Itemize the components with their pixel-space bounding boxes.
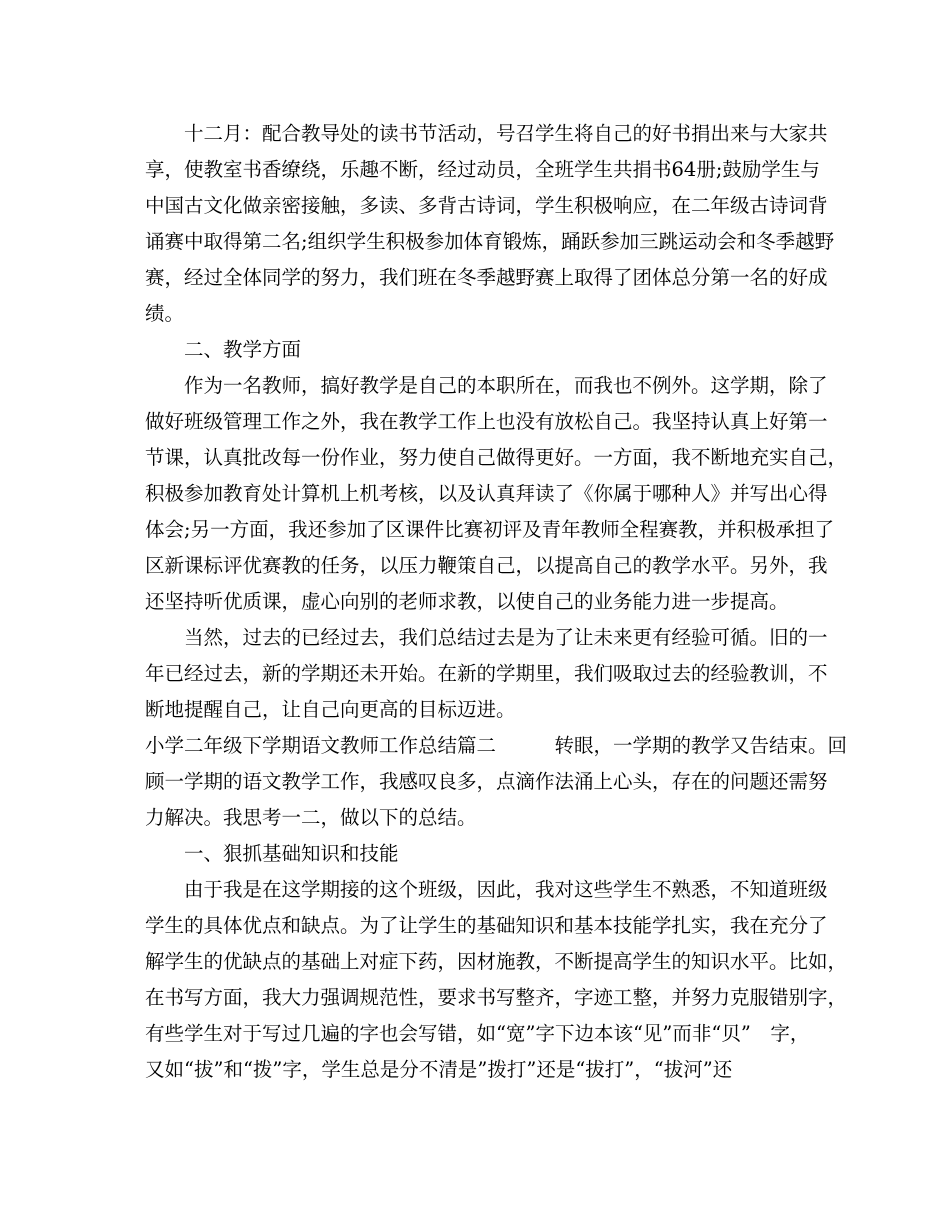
text-line: 体会;另一方面，我还参加了区课件比赛初评及青年教师全程赛教，并积极承担了 [145,518,835,541]
text-line: 节课，认真批改每一份作业，努力使自己做得更好。一方面，我不断地充实自己， [145,446,848,469]
section-heading: 二、教学方面 [145,338,302,361]
text-line: 诵赛中取得第二名;组织学生积极参加体育锻炼，踊跃参加三跳运动会和冬季越野 [145,230,835,253]
text-line: 享，使教室书香缭绕，乐趣不断，经过动员，全班学生共捐书64册;鼓励学生与 [145,158,820,181]
section-heading: 一、狠抓基础知识和技能 [145,842,399,865]
text-line: 作为一名教师，搞好教学是自己的本职所在，而我也不例外。这学期，除了 [145,374,828,397]
text-line: 年已经过去，新的学期还未开始。在新的学期里，我们吸取过去的经验教训，不 [145,662,828,685]
text-line: 区新课标评优赛教的任务，以压力鞭策自己，以提高自己的教学水平。另外，我 [145,554,828,577]
text-line: 当然，过去的已经过去，我们总结过去是为了让未来更有经验可循。旧的一 [145,626,828,649]
text-line: 有些学生对于写过几遍的字也会写错，如“宽”字下边本该“见”而非“贝” 字， [145,1022,810,1045]
text-line: 还坚持听优质课，虚心向别的老师求教，以使自己的业务能力进一步提高。 [145,590,789,613]
text-line: 学生的具体优点和缺点。为了让学生的基础知识和基本技能学扎实，我在充分了 [145,914,828,937]
text-line: 在书写方面，我大力强调规范性，要求书写整齐，字迹工整，并努力克服错别字， [145,986,848,1009]
text-line: 解学生的优缺点的基础上对症下药，因材施教，不断提高学生的知识水平。比如， [145,950,848,973]
text-line: 断地提醒自己，让自己向更高的目标迈进。 [145,698,516,721]
text-line: 顾一学期的语文教学工作，我感叹良多，点滴作法涌上心头，存在的问题还需努 [145,770,828,793]
text-line: 积极参加教育处计算机上机考核，以及认真拜读了《你属于哪种人》并写出心得 [145,482,828,505]
text-line: 由于我是在这学期接的这个班级，因此，我对这些学生不熟悉，不知道班级 [145,878,828,901]
text-line: 力解决。我思考一二，做以下的总结。 [145,806,477,829]
text-line: 绩。 [145,302,185,325]
text-line: 十二月：配合教导处的读书节活动，号召学生将自己的好书捐出来与大家共 [145,122,828,145]
text-line: 做好班级管理工作之外，我在教学工作上也没有放松自己。我坚持认真上好第一 [145,410,828,433]
text-line: 中国古文化做亲密接触，多读、多背古诗词，学生积极响应，在二年级古诗词背 [145,194,828,217]
text-line: 又如“拔”和“拨”字，学生总是分不清是”拨打”还是“拔打”，“拔河”还 [145,1058,733,1081]
article-title-line: 小学二年级下学期语文教师工作总结篇二 转眼，一学期的教学又告结束。回 [145,734,848,757]
text-line: 赛，经过全体同学的努力，我们班在冬季越野赛上取得了团体总分第一名的好成 [145,266,828,289]
